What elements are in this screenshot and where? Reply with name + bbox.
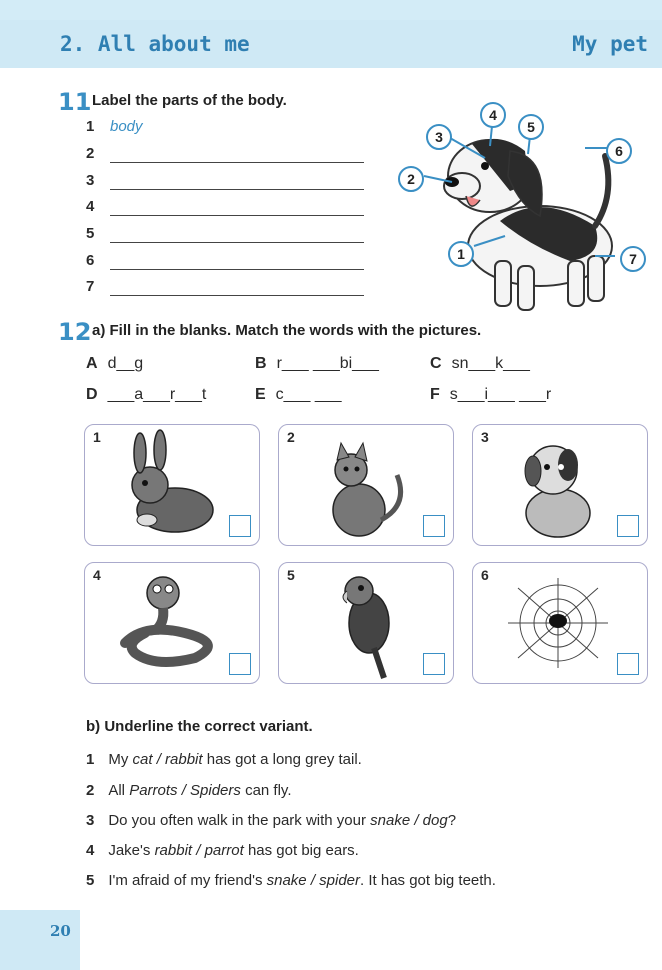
line-number: 3 xyxy=(86,172,95,189)
picture-card-6: 6 xyxy=(472,562,648,684)
answer-line[interactable] xyxy=(110,162,364,163)
sentence[interactable]: 3 Do you often walk in the park with your snake / dog? xyxy=(86,812,457,829)
label-line[interactable] xyxy=(86,225,366,247)
sentence[interactable]: 2 All Parrots / Spiders can fly. xyxy=(86,782,292,799)
callout-6: 6 xyxy=(606,138,632,164)
page-header xyxy=(0,20,662,68)
blank-word-A[interactable]: A d__g xyxy=(86,355,144,372)
page-number-tab xyxy=(0,910,80,970)
choice-options[interactable]: snake / spider xyxy=(266,872,361,889)
sentence[interactable]: 4 Jake's rabbit / parrot has got big ears. xyxy=(86,842,359,859)
answer-example: body xyxy=(110,118,143,135)
picture-card-1: 1 xyxy=(84,424,260,546)
line-number: 7 xyxy=(86,278,95,295)
callout-2: 2 xyxy=(398,166,424,192)
line-number: 2 xyxy=(86,145,95,162)
dog-illustration xyxy=(390,96,650,326)
section-title: My pet xyxy=(572,32,648,56)
label-line[interactable] xyxy=(86,198,366,220)
blank-word-C[interactable]: C sn___k___ xyxy=(430,355,530,372)
blank-word-E[interactable]: E c___ ___ xyxy=(255,386,342,403)
exercise-11-number: 11 xyxy=(58,88,92,116)
callout-7: 7 xyxy=(620,246,646,272)
top-strip xyxy=(0,0,662,20)
label-line[interactable] xyxy=(86,278,366,300)
choice-options[interactable]: cat / rabbit xyxy=(132,751,203,768)
callout-5: 5 xyxy=(518,114,544,140)
exercise-12b-instruction: b) Underline the correct variant. xyxy=(86,718,313,735)
answer-line[interactable] xyxy=(110,242,364,243)
answer-box[interactable] xyxy=(617,653,639,675)
line-number: 4 xyxy=(86,198,95,215)
sentence[interactable]: 1 My cat / rabbit has got a long grey tail. xyxy=(86,751,362,768)
exercise-11-instruction: Label the parts of the body. xyxy=(92,92,287,109)
answer-box[interactable] xyxy=(423,653,445,675)
blank-word-D[interactable]: D ___a___r___t xyxy=(86,386,207,403)
sentence[interactable]: 5 I'm afraid of my friend's snake / spider. It has got big teeth. xyxy=(86,872,496,889)
line-number: 1 xyxy=(86,118,95,135)
choice-options[interactable]: Parrots / Spiders xyxy=(129,782,241,799)
answer-line[interactable] xyxy=(110,295,364,296)
answer-line[interactable] xyxy=(110,189,364,190)
callout-1: 1 xyxy=(448,241,474,267)
answer-box[interactable] xyxy=(423,515,445,537)
answer-box[interactable] xyxy=(229,515,251,537)
blank-word-B[interactable]: B r___ ___bi___ xyxy=(255,355,379,372)
callout-3: 3 xyxy=(426,124,452,150)
exercise-12-number: 12 xyxy=(58,318,92,346)
label-line[interactable] xyxy=(86,145,366,167)
label-line[interactable] xyxy=(86,172,366,194)
unit-title: 2. All about me xyxy=(60,32,250,56)
picture-card-3: 3 xyxy=(472,424,648,546)
line-number: 6 xyxy=(86,252,95,269)
line-number: 5 xyxy=(86,225,95,242)
exercise-12a-instruction: a) Fill in the blanks. Match the words with the pictures. xyxy=(92,322,482,339)
label-line xyxy=(86,118,366,140)
answer-line[interactable] xyxy=(110,215,364,216)
answer-box[interactable] xyxy=(617,515,639,537)
picture-card-2: 2 xyxy=(278,424,454,546)
picture-card-5: 5 xyxy=(278,562,454,684)
page-number: 20 xyxy=(50,922,71,940)
callout-4: 4 xyxy=(480,102,506,128)
picture-card-4: 4 xyxy=(84,562,260,684)
answer-line[interactable] xyxy=(110,269,364,270)
blank-word-F[interactable]: F s___i___ ___r xyxy=(430,386,552,403)
choice-options[interactable]: snake / dog xyxy=(370,812,448,829)
label-line[interactable] xyxy=(86,252,366,274)
answer-box[interactable] xyxy=(229,653,251,675)
choice-options[interactable]: rabbit / parrot xyxy=(154,842,244,859)
